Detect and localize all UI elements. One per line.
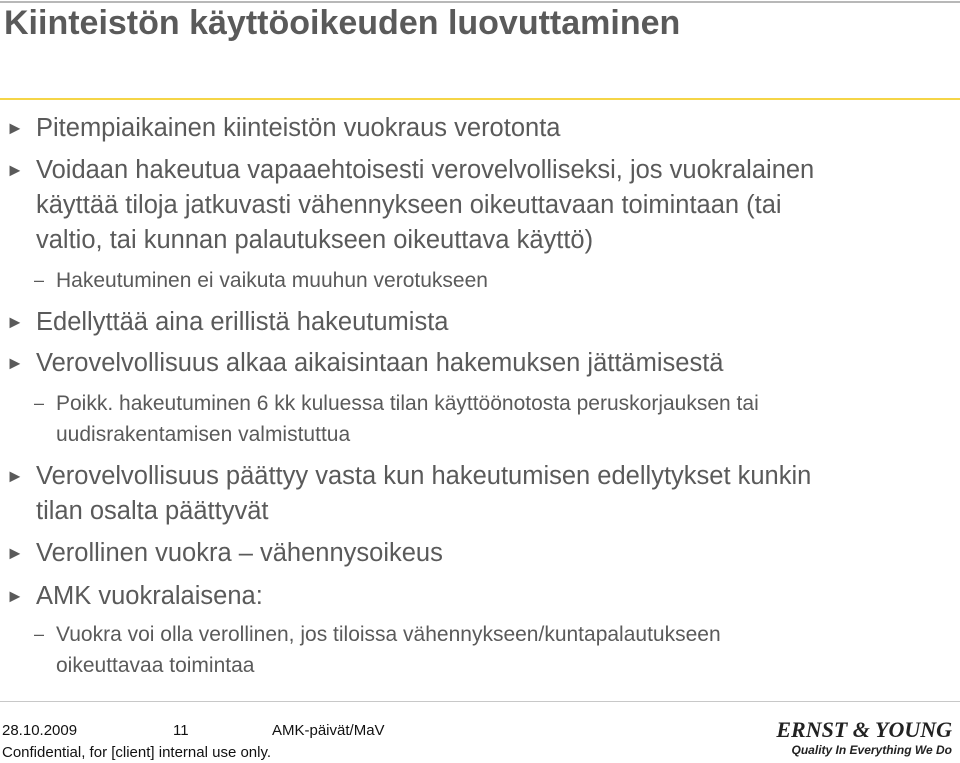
triangle-bullet-icon: ► <box>6 118 24 138</box>
dash-bullet-icon: – <box>34 624 45 644</box>
triangle-bullet-icon: ► <box>6 160 24 180</box>
bullet-item <box>6 459 812 529</box>
slide-title: Kiinteistön käyttöoikeuden luovuttaminen <box>4 4 681 42</box>
bullet-line: Poikk. hakeutuminen 6 kk kuluessa tilan käyttöönotosta peruskorjauksen tai <box>56 392 759 415</box>
footer-confidential: Confidential, for [client] internal use only. <box>2 744 272 761</box>
logo-tagline: Quality In Everything We Do <box>791 743 952 757</box>
footer-page-number: 11 <box>173 722 189 739</box>
ernst-young-logo <box>776 717 952 757</box>
bullet-line: Verovelvollisuus alkaa aikaisintaan hakemuksen jättämisestä <box>36 349 724 377</box>
dash-bullet-icon: – <box>34 393 45 413</box>
sub-bullet-item <box>34 619 721 681</box>
logo-name: ERNST & YOUNG <box>776 717 952 742</box>
footer-date: 28.10.2009 <box>2 722 78 739</box>
sub-bullet-item <box>34 388 759 450</box>
bullet-line: Voidaan hakeutua vapaaehtoisesti verovelvolliseksi, jos vuokralainen <box>36 156 815 184</box>
bullet-item <box>6 536 443 571</box>
footer-event: AMK-päivät/MaV <box>272 722 385 739</box>
bullet-item <box>6 305 449 340</box>
bullet-line: käyttää tiloja jatkuvasti vähennykseen oikeuttavaan toimintaan (tai <box>36 191 782 219</box>
bullet-line: Verollinen vuokra – vähennysoikeus <box>36 539 443 567</box>
triangle-bullet-icon: ► <box>6 543 24 563</box>
bullet-item <box>6 111 561 146</box>
bullet-item <box>6 346 724 381</box>
dash-bullet-icon: – <box>34 270 45 290</box>
bullet-line: uudisrakentamisen valmistuttua <box>56 423 351 446</box>
triangle-bullet-icon: ► <box>6 466 24 486</box>
bullet-line: Vuokra voi olla verollinen, jos tiloissa vähennykseen/kuntapalautukseen <box>56 623 721 646</box>
bullet-item <box>6 579 263 614</box>
bullet-line: Verovelvollisuus päättyy vasta kun hakeutumisen edellytykset kunkin <box>36 462 812 490</box>
triangle-bullet-icon: ► <box>6 312 24 332</box>
bullet-line: tilan osalta päättyvät <box>36 497 269 525</box>
footer-rule <box>0 701 960 702</box>
bullet-line: oikeuttavaa toimintaa <box>56 654 255 677</box>
bullet-line: valtio, tai kunnan palautukseen oikeuttava käyttö) <box>36 226 594 254</box>
triangle-bullet-icon: ► <box>6 353 24 373</box>
triangle-bullet-icon: ► <box>6 586 24 606</box>
bullet-line: Pitempiaikainen kiinteistön vuokraus verotonta <box>36 114 561 142</box>
title-rule <box>0 98 960 100</box>
bullet-line: Edellyttää aina erillistä hakeutumista <box>36 308 449 336</box>
bullet-item <box>6 153 815 258</box>
sub-bullet-item <box>34 265 488 296</box>
bullet-line: AMK vuokralaisena: <box>36 582 263 610</box>
top-rule <box>0 1 960 3</box>
bullet-line: Hakeutuminen ei vaikuta muuhun verotukseen <box>56 269 488 292</box>
